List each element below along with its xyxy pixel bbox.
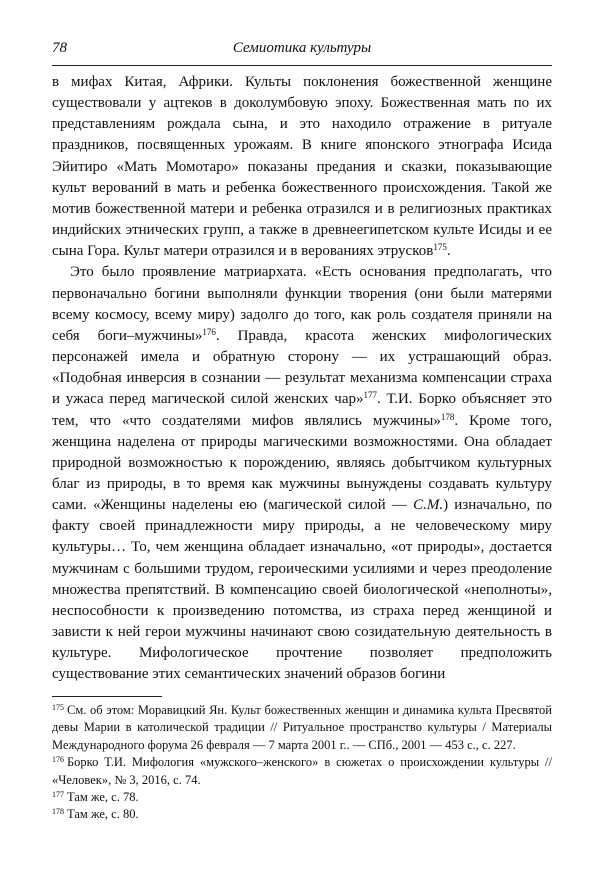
footnote-ref-177: 177 — [363, 390, 378, 401]
paragraph-2-text-c: . Т.И. Борко объясняет это тем, что «что создателями мифов являлись мужчины» — [52, 391, 552, 429]
paragraph-1-text: в мифах Китая, Африки. Культы поклонения божественной женщине существовали у ацтеков в доколумбовую эпоху. Божественная мать по их представлениям рождала сына, и это находило отражение в ритуале праздников, посвященных урожаям. В книге японского этнографа Исида Эйитиро «Мать Момотаро» показаны предания и сказки, показывающие культ верований в мать и ребенка божественного происхождения. Такой же мотив божественной матери и ребенка отразился и в религиозных практиках индийских этнических групп, а также в древнеегипетском культе Исиды и ее сына Гора. Культ матери отразился и в верованиях этрусков — [52, 74, 552, 260]
footnote-text: Борко Т.И. Мифология «мужского–женского» в сюжетах о происхождении культуры // «Человек», № 3, 2016, с. 74. — [52, 755, 552, 787]
footnote-number: 176 — [52, 755, 64, 765]
running-header — [52, 40, 552, 62]
main-text — [52, 72, 552, 686]
author-initials: С.М. — [413, 497, 444, 514]
footnote-176 — [52, 754, 552, 789]
paragraph-2-text-a: Это было проявление матриархата. «Есть основания предполагать, что первоначально богини выполняли функции творения (они были матерями всему космосу, всему миру) задолго до того, как роль создателя приняли на себя боги–мужчины» — [52, 264, 552, 344]
footnote-number: 177 — [52, 790, 64, 800]
paragraph-1-end: . — [446, 243, 451, 260]
header-rule — [52, 65, 552, 66]
paragraph-2-text-d: . Кроме того, женщина наделена от природы магическими возможностями. Она обладает природной возможностью к порождению, являясь добытчиком культурных благ из природы, в то время как мужчины вынуждены создавать культуру сами. «Женщины наделены ею (магической силой — — [52, 412, 552, 514]
footnote-178 — [52, 806, 552, 823]
footnote-number: 178 — [52, 807, 64, 817]
footnote-ref-175: 175 — [433, 242, 447, 253]
footnotes — [52, 702, 552, 824]
footnote-177 — [52, 789, 552, 806]
footnote-text: Там же, с. 80. — [67, 807, 139, 822]
paragraph-2-text-e: ) изначально, по факту своей принадлежности миру природы, а не человеческому миру культуры… То, чем женщина обладает изначально, «от природы», достается мужчинам с большими трудом, героическими усилиями и через преодоление множества препятствий. В компенсацию своей биологической «неполноты», неспособности к произведению потомства, из страха перед женщиной и зависти к ней герои мужчины начинают свою созидательную деятельность в культуре. Мифологическое прочтение позволяет предположить существование этих семантических значений образов богини — [52, 497, 552, 683]
paragraph-1 — [52, 72, 552, 262]
page-number: 78 — [52, 40, 67, 56]
footnote-text: Там же, с. 78. — [67, 790, 139, 805]
paragraph-2-text-b: . Правда, красота женских мифологических персонажей имела и обратную сторону — их устрашающий образ. «Подобная инверсия в сознании — результат механизма компенсации страха и ужаса перед магической силой женских чар» — [52, 327, 552, 408]
running-title: Семиотика культуры — [232, 40, 372, 56]
footnote-ref-178: 178 — [440, 411, 455, 422]
paragraph-2 — [52, 262, 552, 685]
footnote-rule — [52, 696, 162, 697]
footnote-number: 175 — [52, 703, 64, 712]
footnote-ref-176: 176 — [202, 326, 216, 337]
footnote-text: См. об этом: Моравицкий Ян. Культ божественных женщин и динамика культа Пресвятой девы Марии в католической традиции // Ритуальное пространство культуры / Материалы Международного форума 26 февраля — 7 марта 2001 г.. — СПб., 2001 — 453 с., с. 227. — [52, 703, 552, 752]
footnote-175 — [52, 702, 552, 754]
